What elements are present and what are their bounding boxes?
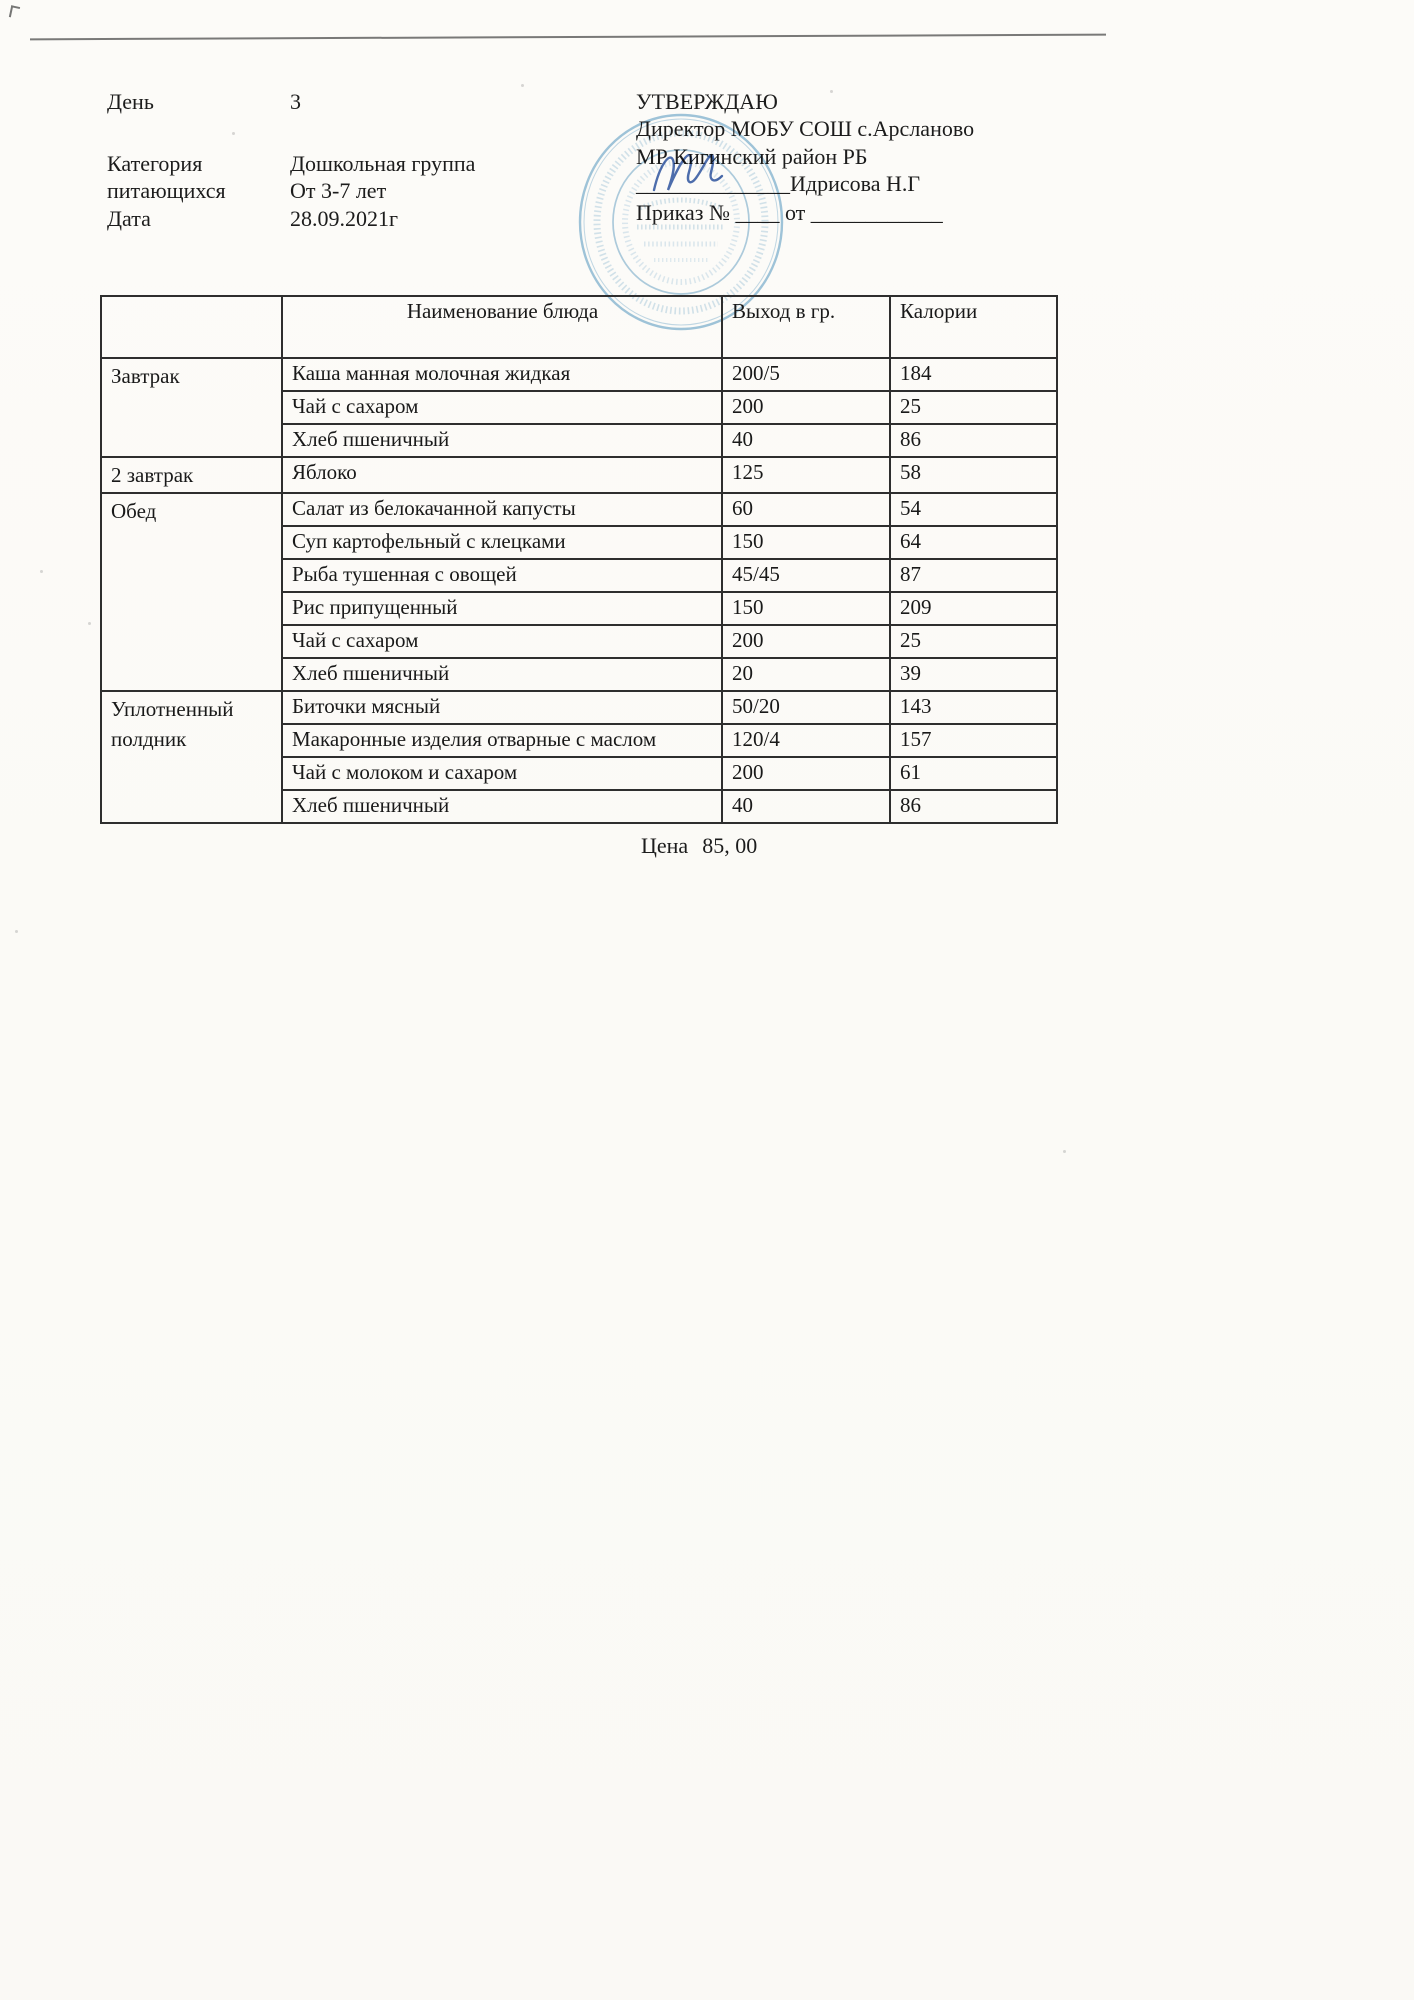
price-value: 85, 00 — [702, 833, 758, 858]
dish-cell: Рис припущенный — [282, 592, 722, 625]
calories-cell: 157 — [890, 724, 1057, 757]
output-cell: 60 — [722, 493, 890, 526]
calories-cell: 39 — [890, 658, 1057, 691]
scan-speck — [830, 90, 833, 93]
order-line — [636, 199, 943, 226]
table-row — [101, 493, 1057, 526]
table-row — [101, 457, 1057, 493]
district-line: МР Кигинский район РБ — [636, 144, 868, 169]
output-cell: 40 — [722, 790, 890, 823]
scan-speck — [1063, 1150, 1066, 1153]
scan-top-line — [30, 34, 1106, 41]
scan-speck — [232, 132, 235, 135]
output-cell: 120/4 — [722, 724, 890, 757]
scan-speck — [521, 84, 524, 87]
dish-cell: Яблоко — [282, 457, 722, 493]
date-label: Дата — [107, 206, 151, 231]
output-cell: 200 — [722, 757, 890, 790]
day-label: День — [107, 89, 154, 114]
order-ot: от — [784, 200, 806, 225]
scan-speck — [15, 930, 18, 933]
output-cell: 150 — [722, 592, 890, 625]
meal-category-cell: Завтрак — [101, 358, 282, 457]
calories-column-header: Калории — [890, 296, 1057, 358]
output-cell: 200 — [722, 625, 890, 658]
price-label: Цена — [641, 833, 689, 858]
output-column-header: Выход в гр. — [722, 296, 890, 358]
order-blank2: ____________ — [810, 200, 943, 225]
meal-column-header — [101, 296, 282, 358]
scan-corner-mark — [9, 5, 20, 19]
dish-cell: Чай с молоком и сахаром — [282, 757, 722, 790]
calories-cell: 86 — [890, 424, 1057, 457]
output-cell: 45/45 — [722, 559, 890, 592]
meal-category-cell: Уплотненный полдник — [101, 691, 282, 823]
calories-cell: 61 — [890, 757, 1057, 790]
calories-cell: 143 — [890, 691, 1057, 724]
dish-cell: Биточки мясный — [282, 691, 722, 724]
calories-cell: 209 — [890, 592, 1057, 625]
category-label-line1: Категория — [107, 151, 203, 176]
order-blank1: ____ — [735, 200, 780, 225]
table-row — [101, 358, 1057, 391]
dish-cell: Хлеб пшеничный — [282, 790, 722, 823]
category-value-line1: Дошкольная группа — [290, 151, 476, 176]
calories-cell: 25 — [890, 625, 1057, 658]
dish-column-header: Наименование блюда — [282, 296, 722, 358]
director-line: Директор МОБУ СОШ с.Арсланово — [636, 116, 975, 141]
dish-cell: Макаронные изделия отварные с маслом — [282, 724, 722, 757]
day-value: 3 — [290, 89, 301, 114]
output-cell: 150 — [722, 526, 890, 559]
category-value-line2: От 3-7 лет — [290, 178, 387, 203]
output-cell: 200 — [722, 391, 890, 424]
output-cell: 20 — [722, 658, 890, 691]
calories-cell: 184 — [890, 358, 1057, 391]
calories-cell: 64 — [890, 526, 1057, 559]
dish-cell: Хлеб пшеничный — [282, 658, 722, 691]
meal-category-cell: Обед — [101, 493, 282, 691]
menu-table — [100, 295, 1058, 824]
dish-cell: Суп картофельный с клецками — [282, 526, 722, 559]
dish-cell: Чай с сахаром — [282, 391, 722, 424]
dish-cell: Хлеб пшеничный — [282, 424, 722, 457]
signature-name: Идрисова Н.Г — [790, 171, 921, 196]
dish-cell: Каша манная молочная жидкая — [282, 358, 722, 391]
table-header-row — [101, 296, 1057, 358]
dish-cell: Чай с сахаром — [282, 625, 722, 658]
signature-line — [636, 170, 920, 197]
signature-blank: ______________ — [636, 171, 790, 196]
output-cell: 125 — [722, 457, 890, 493]
approve-word: УТВЕРЖДАЮ — [636, 89, 778, 114]
output-cell: 50/20 — [722, 691, 890, 724]
calories-cell: 86 — [890, 790, 1057, 823]
output-cell: 200/5 — [722, 358, 890, 391]
date-value: 28.09.2021г — [290, 206, 399, 231]
category-label-line2: питающихся — [107, 178, 226, 203]
order-prefix: Приказ № — [636, 200, 730, 225]
calories-cell: 87 — [890, 559, 1057, 592]
calories-cell: 58 — [890, 457, 1057, 493]
menu-table-body — [101, 358, 1057, 823]
price-line — [641, 833, 757, 859]
calories-cell: 54 — [890, 493, 1057, 526]
table-row — [101, 691, 1057, 724]
calories-cell: 25 — [890, 391, 1057, 424]
scan-speck — [40, 570, 43, 573]
output-cell: 40 — [722, 424, 890, 457]
dish-cell: Салат из белокачанной капусты — [282, 493, 722, 526]
scan-speck — [88, 622, 91, 625]
dish-cell: Рыба тушенная с овощей — [282, 559, 722, 592]
meal-category-cell: 2 завтрак — [101, 457, 282, 493]
